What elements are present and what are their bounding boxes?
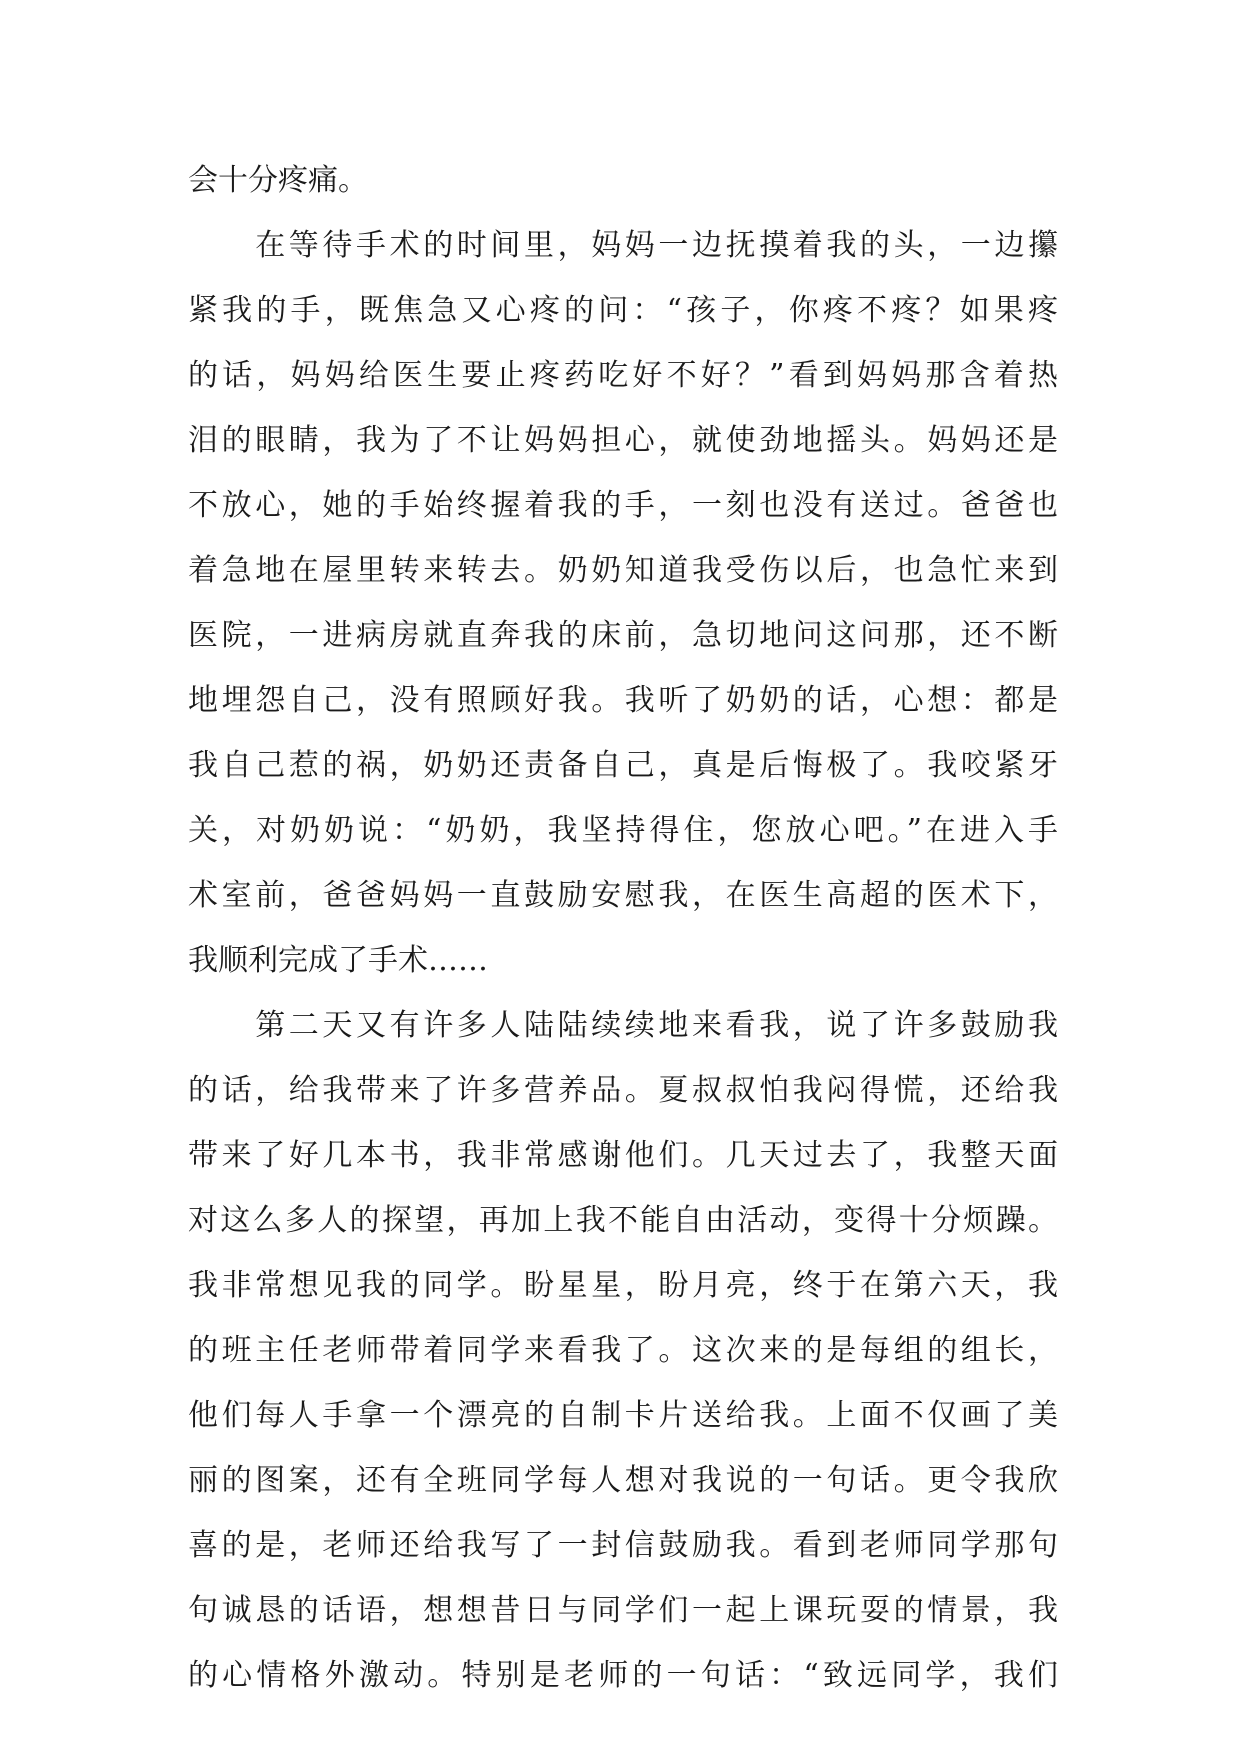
text-line: 带来了好几本书，我非常感谢他们。几天过去了，我整天面 [188,1138,1058,1173]
text-line: 的话，给我带来了许多营养品。夏叔叔怕我闷得慌，还给我 [188,1073,1058,1108]
text-line: 我顺利完成了手术…… [188,943,488,978]
text-line: 关，对奶奶说：“奶奶，我坚持得住，您放心吧。”在进入手 [188,813,1058,848]
text-line: 第二天又有许多人陆陆续续地来看我，说了许多鼓励我 [188,1008,1058,1043]
text-line: 丽的图案，还有全班同学每人想对我说的一句话。更令我欣 [188,1463,1058,1498]
text-line: 不放心，她的手始终握着我的手，一刻也没有送过。爸爸也 [188,488,1058,523]
text-line: 句诚恳的话语，想想昔日与同学们一起上课玩耍的情景，我 [188,1593,1058,1628]
body-text [188,153,1058,1713]
text-line: 着急地在屋里转来转去。奶奶知道我受伤以后，也急忙来到 [188,553,1058,588]
text-line: 泪的眼睛，我为了不让妈妈担心，就使劲地摇头。妈妈还是 [188,423,1058,458]
text-line: 我自己惹的祸，奶奶还责备自己，真是后悔极了。我咬紧牙 [188,748,1058,783]
text-line: 会十分疼痛。 [188,163,368,198]
text-line: 地埋怨自己，没有照顾好我。我听了奶奶的话，心想：都是 [188,683,1058,718]
text-line: 紧我的手，既焦急又心疼的问：“孩子，你疼不疼？如果疼 [188,293,1058,328]
text-line: 医院，一进病房就直奔我的床前，急切地问这问那，还不断 [188,618,1058,653]
text-line: 的话，妈妈给医生要止疼药吃好不好？”看到妈妈那含着热 [188,358,1058,393]
text-line: 对这么多人的探望，再加上我不能自由活动，变得十分烦躁。 [188,1203,1058,1238]
text-line: 术室前，爸爸妈妈一直鼓励安慰我，在医生高超的医术下， [188,878,1058,913]
text-line: 喜的是，老师还给我写了一封信鼓励我。看到老师同学那句 [188,1528,1058,1563]
text-line: 在等待手术的时间里，妈妈一边抚摸着我的头，一边攥 [188,228,1058,263]
text-line: 我非常想见我的同学。盼星星，盼月亮，终于在第六天，我 [188,1268,1058,1303]
text-line: 的心情格外激动。特别是老师的一句话：“致远同学，我们 [188,1658,1058,1693]
text-line: 的班主任老师带着同学来看我了。这次来的是每组的组长， [188,1333,1058,1368]
text-line: 他们每人手拿一个漂亮的自制卡片送给我。上面不仅画了美 [188,1398,1058,1433]
